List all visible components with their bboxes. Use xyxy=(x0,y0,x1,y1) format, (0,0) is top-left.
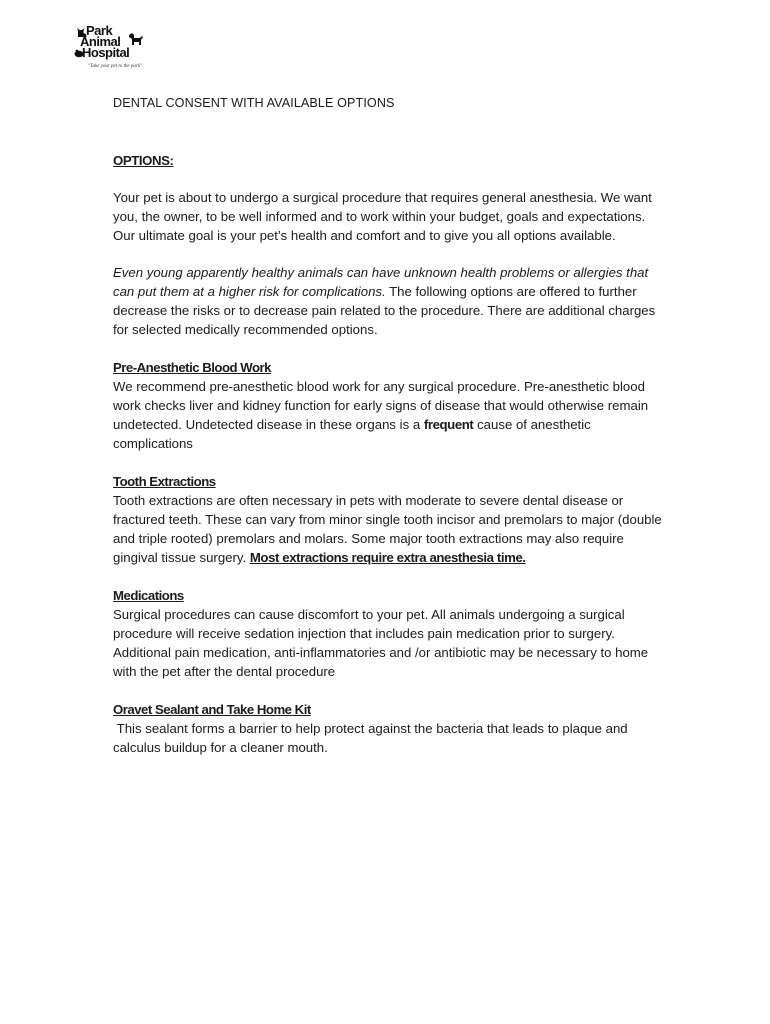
section-body: Surgical procedures can cause discomfort to your pet. All animals undergoing a surgical procedure will receive sedation injection that includes pain medication prior to surgery. Additional pain medication, anti-inflammatories and /or antibiotic may be necessary to home with the pet after the dental procedure xyxy=(113,607,649,679)
emphasis-text: frequent xyxy=(423,417,474,432)
section-body xyxy=(113,491,663,567)
dog-silhouette-icon xyxy=(128,32,144,46)
section-body-text-end: cause of anesthetic complications xyxy=(113,417,591,451)
logo-line-park: Park xyxy=(86,23,113,38)
section-heading: Pre-Anesthetic Blood Work xyxy=(113,360,271,375)
section-blood-work xyxy=(113,358,663,453)
section-body-text: We recommend pre-anesthetic blood work for any surgical procedure. Pre-anesthetic blood work checks liver and kidney function for early signs of disease that would otherwise remain undetected. Undetected disease in these organs is a xyxy=(113,379,649,432)
intro-paragraph: Your pet is about to undergo a surgical procedure that requires general anesthesia. We want you, the owner, to be well informed and to work within your budget, goals and expectations. Our ultimate goal is your pet’s health and comfort and to give you all options available. xyxy=(113,190,652,243)
section-tooth-extractions xyxy=(113,472,663,567)
section-heading: Tooth Extractions xyxy=(113,474,216,489)
section-heading: Medications xyxy=(113,588,184,603)
document-title: DENTAL CONSENT WITH AVAILABLE OPTIONS xyxy=(113,96,395,110)
risk-text: The following options are offered to further decrease the risks or to decrease pain related to the procedure. There are additional charges for selected medically recommended options. xyxy=(113,284,656,337)
section-body xyxy=(113,377,663,453)
section-heading: Oravet Sealant and Take Home Kit xyxy=(113,702,311,717)
logo-line-hospital: Hospital xyxy=(82,45,130,60)
options-heading: OPTIONS: xyxy=(113,153,174,168)
emphasis-text: Most extractions require extra anesthesia time. xyxy=(249,550,526,565)
section-body-text: Tooth extractions are often necessary in pets with moderate to severe dental disease or fractured teeth. These can vary from minor single tooth incisor and premolars to major (double and triple rooted) premolars and molars. Some major tooth extractions may also require gingival tissue surgery. xyxy=(113,493,662,565)
logo-line-animal: Animal xyxy=(80,34,121,49)
hospital-logo xyxy=(76,24,148,76)
risk-italic-text: Even young apparently healthy animals can have unknown health problems or allergies that can put them at a higher risk for complications. xyxy=(113,265,649,299)
section-oravet-sealant xyxy=(113,700,663,757)
document-body xyxy=(113,94,663,757)
section-body: This sealant forms a barrier to help protect against the bacteria that leads to plaque and calculus buildup for a cleaner mouth. xyxy=(113,721,632,755)
section-medications xyxy=(113,586,663,681)
logo-tagline: "Take your pet to the park" xyxy=(88,64,143,69)
risk-paragraph xyxy=(113,263,663,339)
